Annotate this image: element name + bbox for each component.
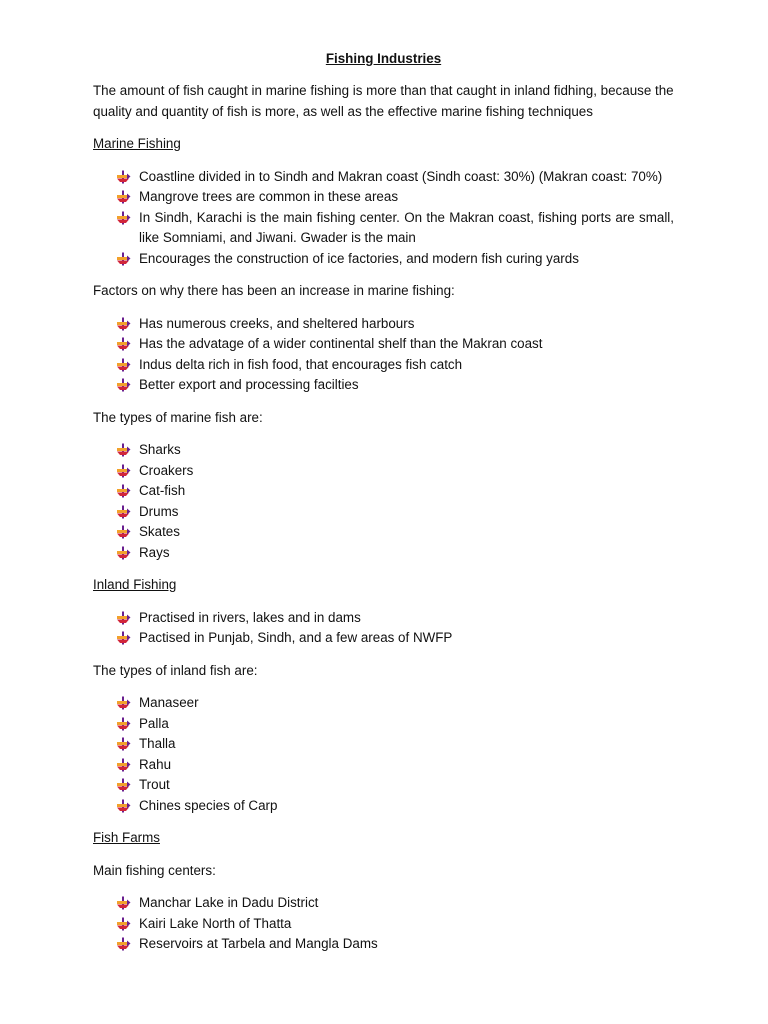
document-page (93, 49, 674, 967)
arrow-bullet-icon (115, 170, 131, 184)
arrow-bullet-icon (115, 778, 131, 792)
fish-farms-heading: Fish Farms (93, 830, 160, 845)
marine-fishing-heading: Marine Fishing (93, 136, 181, 151)
list-item-text: Palla (139, 715, 169, 731)
list-item (93, 714, 674, 735)
list-item (93, 440, 674, 461)
arrow-bullet-icon (115, 737, 131, 751)
list-item (93, 461, 674, 482)
list-item (93, 208, 674, 249)
list-item-text: Coastline divided in to Sindh and Makran coast (Sindh coast: 30%) (Makran coast: 70%) (139, 168, 663, 184)
list-item (93, 249, 674, 270)
marine-factors-list (93, 314, 674, 396)
list-item-text: Rays (139, 544, 170, 560)
arrow-bullet-icon (115, 378, 131, 392)
list-item-text: Rahu (139, 756, 172, 772)
list-item-text: Has numerous creeks, and sheltered harbours (139, 315, 415, 331)
arrow-bullet-icon (115, 717, 131, 731)
arrow-bullet-icon (115, 799, 131, 813)
arrow-bullet-icon (115, 358, 131, 372)
list-item (93, 522, 674, 543)
list-item-text: Skates (139, 524, 180, 539)
list-item-text: Cat-fish (139, 483, 186, 498)
list-item-text: Kairi Lake North of Thatta (139, 915, 292, 931)
arrow-bullet-icon (115, 546, 131, 560)
list-item-text: Manaseer (139, 695, 199, 710)
list-item-text: Manchar Lake in Dadu District (139, 895, 319, 910)
list-item (93, 481, 674, 502)
arrow-bullet-icon (115, 937, 131, 951)
list-item (93, 914, 674, 935)
list-item-text: Sharks (139, 442, 181, 457)
list-item-text: Croakers (139, 462, 194, 478)
list-item (93, 502, 674, 523)
marine-points-list (93, 167, 674, 270)
marine-types-list (93, 440, 674, 563)
inland-points-list (93, 608, 674, 649)
list-item (93, 314, 674, 335)
arrow-bullet-icon (115, 611, 131, 625)
list-item-text: Practised in rivers, lakes and in dams (139, 609, 361, 625)
list-item-text: Encourages the construction of ice factories, and modern fish curing yards (139, 250, 579, 266)
list-item-text: Reservoirs at Tarbela and Mangla Dams (139, 936, 378, 951)
arrow-bullet-icon (115, 317, 131, 331)
arrow-bullet-icon (115, 211, 131, 225)
inland-fishing-heading: Inland Fishing (93, 577, 177, 592)
list-item (93, 187, 674, 208)
list-item (93, 628, 674, 649)
list-item-text: Mangrove trees are common in these areas (139, 189, 399, 204)
arrow-bullet-icon (115, 896, 131, 910)
list-item-text: Chines species of Carp (139, 797, 278, 813)
arrow-bullet-icon (115, 696, 131, 710)
list-item (93, 755, 674, 776)
arrow-bullet-icon (115, 443, 131, 457)
list-item-text: Has the advatage of a wider continental shelf than the Makran coast (139, 336, 543, 351)
arrow-bullet-icon (115, 505, 131, 519)
document-title: Fishing Industries (325, 51, 442, 66)
list-item (93, 167, 674, 188)
marine-types-intro: The types of marine fish are: (93, 409, 263, 425)
list-item-text: In Sindh, Karachi is the main fishing center. On the Makran coast, fishing ports are small, like Somniami, and Jiwani. Gwader is the main (139, 209, 674, 245)
arrow-bullet-icon (115, 190, 131, 204)
list-item-text: Drums (139, 503, 179, 519)
list-item (93, 608, 674, 629)
arrow-bullet-icon (115, 917, 131, 931)
inland-types-intro: The types of inland fish are: (93, 662, 258, 678)
arrow-bullet-icon (115, 337, 131, 351)
list-item (93, 734, 674, 755)
marine-factors-intro: Factors on why there has been an increase in marine fishing: (93, 283, 455, 298)
arrow-bullet-icon (115, 631, 131, 645)
list-item (93, 934, 674, 955)
list-item (93, 893, 674, 914)
list-item-text: Thalla (139, 736, 176, 751)
list-item-text: Pactised in Punjab, Sindh, and a few areas of NWFP (139, 630, 453, 645)
list-item (93, 543, 674, 564)
fishing-centers-intro: Main fishing centers: (93, 862, 216, 878)
arrow-bullet-icon (115, 252, 131, 266)
arrow-bullet-icon (115, 484, 131, 498)
list-item (93, 775, 674, 796)
arrow-bullet-icon (115, 525, 131, 539)
list-item (93, 693, 674, 714)
list-item-text: Indus delta rich in fish food, that encourages fish catch (139, 356, 463, 372)
arrow-bullet-icon (115, 464, 131, 478)
list-item (93, 375, 674, 396)
inland-types-list (93, 693, 674, 816)
fishing-centers-list (93, 893, 674, 955)
arrow-bullet-icon (115, 758, 131, 772)
list-item-text: Better export and processing facilties (139, 377, 359, 392)
list-item (93, 796, 674, 817)
list-item (93, 334, 674, 355)
list-item-text: Trout (139, 777, 170, 792)
intro-paragraph: The amount of fish caught in marine fishing is more than that caught in inland fidhing, because the quality and quantity of fish is more, as well as the effective marine fishing techniques (93, 83, 674, 119)
list-item (93, 355, 674, 376)
